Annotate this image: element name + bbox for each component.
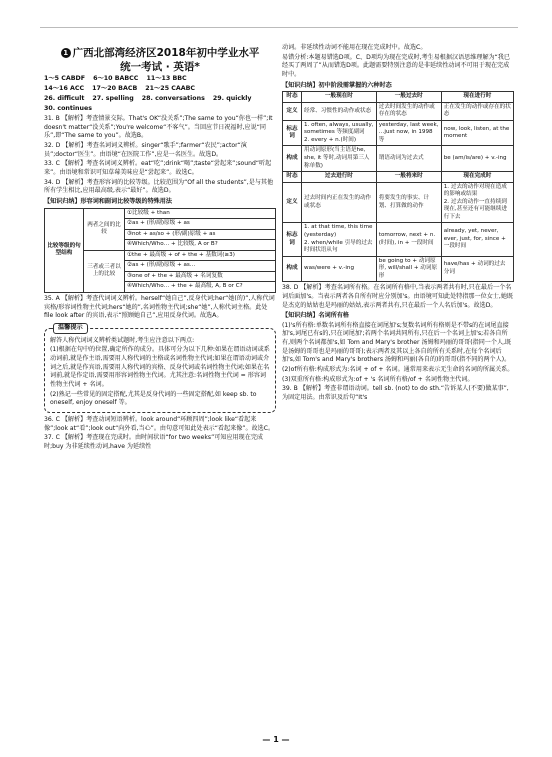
table1-item: ②as + (形/副)原级 + as… [125, 261, 276, 272]
table2-cell: 经常、习惯性的动作或状态 [302, 102, 377, 120]
tip-para: (2)熟记一些常见的固定搭配,尤其是反身代词的一些固定搭配,如 keep sb. to oneself, enjoy oneself 等。 [50, 390, 257, 407]
table2-cell: 现在进行时 [441, 92, 513, 103]
table2-cell: 标志词 [283, 120, 302, 146]
table2-cell: 标志词 [283, 223, 302, 256]
table2-cell: tomorrow, next + n.(时间), in + 一段时间 [376, 223, 441, 256]
answer-line-4: 30. continues [44, 105, 93, 113]
table1-group-2: 三者或三者以上的比较 [84, 250, 125, 292]
explanation-37: 37. C 【解析】考查现在完成时。由时间状语“for two weeks”可知应用现在完成时;buy 为非延续性动词,have 为延续性 [44, 434, 264, 450]
tip-para: (1)根据在句中的位置,确定所作的成分。具体可分为以下几种:如果在谓语动词或系动词前,就是作主语,需要用人称代词的主格或名词性物主代词;如果在谓语动词或介词之后,就是作宾语,需要用人称代词的宾格、反身代词或名词性物主代词;如果在名词前,就是作定语,需要用形容词性物主代词。尤其注意:名词性物主代词 = 形容词性物主代词 + 名词。 [50, 346, 270, 388]
knowledge-para: (2)of所有格:构成形式为:名词 + of + 名词。通常用来表示无生命的名词的所属关系。 [282, 366, 514, 373]
table2-cell: be going to + 动词原形, will/shall + 动词原形 [376, 256, 441, 282]
tip-para: 解答人称代词词义辨析类试题时,考生应注意以下两点: [50, 336, 195, 344]
table1-group-1: 两者之间的比较 [84, 208, 125, 250]
table2-cell: 1. at that time, this time (yesterday) 2. when/while 引导的过去时间状语从句 [302, 223, 377, 256]
table2-cell: 时态 [283, 172, 302, 183]
table2-cell: 过去时间发生的动作或存在的状态 [376, 102, 441, 120]
table2-cell: 一般过去时 [376, 92, 441, 103]
table2-cell: 过去时间内正在发生的动作或状态 [302, 182, 377, 223]
table2-cell: 一般将来时 [376, 172, 441, 183]
error-analysis: 易错分析:本题易错选D项。C、D项均为现在完成时,考生易根据汉语思维理解为“我已经买了两周了”从而错选D项。此题需要特别注意的是非延续性动词不可用于现在完成时中。 [282, 53, 510, 78]
left-column [44, 44, 276, 452]
tense-table [282, 91, 514, 282]
question-number-badge: 1 [61, 48, 71, 58]
table2-cell: 将要发生的事实、计划、打算做的动作 [376, 182, 441, 223]
explanation-33: 33. C 【解析】考查名词词义辨析。eat“吃”;drink“喝”;taste“尝起来”;sound“听起来”。由语境和常识可知草莓美味应是“尝起来”。故选C。 [44, 160, 272, 176]
explanation-31: 31. B 【解析】考查情景交际。That's OK“没关系”;The same to you“你也一样”;It doesn't matter“没关系”;You're welcome“不客气”。当回应节日祝福时,应说“同乐”,即“The same to you”。故选B。 [44, 115, 273, 140]
table2-heading: 【知识归纳】初中阶段需掌握的六种时态 [282, 81, 392, 89]
table1-row-label: 比较等级的句型结构 [45, 208, 84, 292]
table2-cell: 正在发生的动作或存在的状态 [441, 102, 513, 120]
table2-cell: 构成 [283, 146, 302, 172]
table2-cell: yesterday, last week, …just now, in 1998 等 [376, 120, 441, 146]
explanation-39: 39. B 【解析】考查非谓语动词。tell sb. (not) to do sth.“告诉某人(不要)做某事”,为固定用法。由常识及后句“It's [282, 385, 509, 401]
answer-line-2: 14～16 ACC 17～20 BACB 21～25 CAABC [44, 85, 196, 93]
table2-cell: 1. 过去的动作对现在造成的影响或结果 2. 过去的动作一直持续到现在,甚至还有可能继续进行下去 [441, 182, 513, 223]
table2-cell: have/has + 动词的过去分词 [441, 256, 513, 282]
table2-cell: was/were + v.-ing [302, 256, 377, 282]
tip-box [44, 323, 276, 413]
table2-cell: already, yet, never, ever, just, for, since + 一段时间 [441, 223, 513, 256]
page-number: — 1 — [262, 735, 290, 744]
explanation-37-cont: 动词。非延续性动词不能用在现在完成时中。故选C。 [282, 44, 427, 51]
knowledge-para: (1)'s所有格:单数名词所有格直接在词尾加's;复数名词所有格则是不带s的在词尾直接加's,词尾已有s的,只在词尾加';若两个名词共同所有,只在后一个名词上加's;若各自所有,则两个名词都加's,如 Tom and Mary's brother 汤姆和玛丽的哥哥(指同一个人,既是汤姆的哥哥也是玛丽的哥哥);表示两者及其以上各自的所有关系时,在每个名词后加's,如 Tom's and Mary's brothers 汤姆和玛丽(各自的)的哥哥(指不同的两个人)。 [282, 321, 512, 364]
comparison-table [44, 208, 276, 293]
table2-cell: now, look, listen, at the moment [441, 120, 513, 146]
table1-item: ④Which/Who… + 比较级, A or B? [125, 240, 276, 251]
table1-item: ①the + 最高级 + of + the + 基数词(≥3) [125, 250, 276, 261]
tip-label: 温馨提示 [53, 323, 88, 334]
table2-cell: 谓语动词为过去式 [376, 146, 441, 172]
table2-cell: be (am/is/are) + v.-ing [441, 146, 513, 172]
right-column [282, 44, 514, 404]
table1-item: ②as + (形/副)原级 + as [125, 219, 276, 230]
table1-heading: 【知识归纳】形容词和副词比较等级的特殊用法 [44, 197, 172, 205]
header-rule [40, 27, 518, 28]
table2-cell: 现在完成时 [441, 172, 513, 183]
table2-cell: 时态 [283, 92, 302, 103]
explanation-32: 32. D 【解析】考查名词词义辨析。singer“歌手”;farmer“农民”;actor“演员”;doctor“医生”。由语境“在医院工作”,应是一名医生。故选D。 [44, 142, 247, 158]
table2-cell: 定义 [283, 182, 302, 223]
explanation-38: 38. D 【解析】考查名词所有格。在名词所有格中,当表示两者共有时,只在最后一个名词后面加's。当表示两者各自所有时应分别加's。由语境可知此处特指那一位女士,她既是杰克的姑姑也是玛丽的姑姑,表示两者共有,只在最后一个人名后加's。故选D。 [282, 284, 514, 309]
table2-cell: 构成 [283, 256, 302, 282]
page-title: 1 广西北部湾经济区2018年初中学业水平 统一考试 · 英语* [44, 46, 276, 74]
table2-cell: 过去进行时 [302, 172, 377, 183]
table1-item: ④Which/Who… + the + 最高级, A, B or C? [125, 282, 276, 293]
knowledge-para: (3)双重所有格:构成形式为:of + 's 名词所有格/of + 名词性物主代词。 [282, 375, 474, 383]
answer-line-1: 1～5 CABDF 6～10 BABCC 11～13 BBC [44, 75, 187, 83]
table2-cell: 一般现在时 [302, 92, 377, 103]
explanation-36: 36. C 【解析】考查动词短语辨析。look around“环顾四周”;look like“看起来像”;look at“看”;look out“向外看,当心”。由句意可知此处表示“看起来像”。故选C。 [44, 415, 275, 432]
explanation-34: 34. D 【解析】考查形容词的比较等级。比较范围为“Of all the students”,是与其他所有学生相比,应用最高级,表示“最好”。故选D。 [44, 178, 274, 195]
table2-cell: 1. often, always, usually, sometimes 等频度副词 2. every + n.(时间) [302, 120, 377, 146]
explanation-35: 35. A 【解析】考查代词词义辨析。herself“她自己”,反身代词;her“她(的)”,人称代词宾格/形容词性物主代词;hers“她的”,名词性物主代词;she“她”,人称代词主格。此处 file look after 的宾语,表示“照顾她自己”,应用反身代词。故选A。 [44, 294, 275, 320]
table1-item: ③not + as/so + (形/副)原级 + as [125, 229, 276, 240]
answer-line-3: 26. difficult 27. spelling 28. conversations 29. quickly [44, 95, 252, 103]
table2-cell: 用动词原形(当主语是he, she, it 等时,动词用第三人称单数) [302, 146, 377, 172]
table2-cell: 定义 [283, 102, 302, 120]
table1-item: ③one of + the + 最高级 + 名词复数 [125, 271, 276, 282]
knowledge-heading: 【知识归纳】名词所有格 [282, 312, 350, 320]
table1-item: ①比较级 + than [125, 208, 276, 219]
